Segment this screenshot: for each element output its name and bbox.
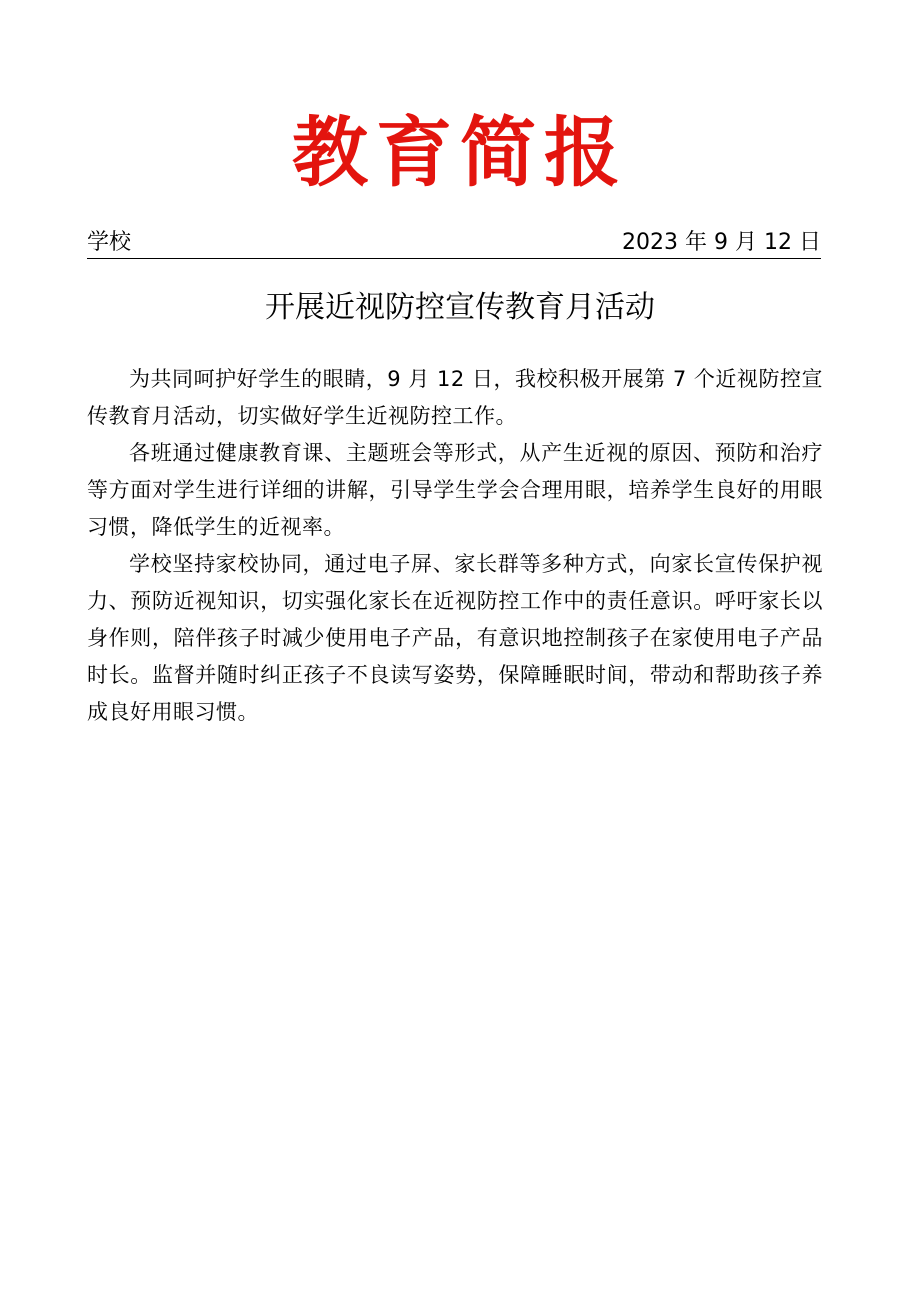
school-label: 学校 [87,230,132,255]
masthead-title: 教育简报 [292,108,628,197]
article-title: 开展近视防控宣传教育月活动 [265,290,655,325]
paragraph: 为共同呵护好学生的眼睛，9 月 12 日，我校积极开展第 7 个近视防控宣传教育月活动，切实做好学生近视防控工作。 [87,367,823,428]
paragraph: 各班通过健康教育课、主题班会等形式，从产生近视的原因、预防和治疗等方面对学生进行详细的讲解，引导学生学会合理用眼，培养学生良好的用眼习惯，降低学生的近视率。 [87,441,823,539]
info-bar [87,228,821,259]
paragraph: 学校坚持家校协同，通过电子屏、家长群等多种方式，向家长宣传保护视力、预防近视知识，切实强化家长在近视防控工作中的责任意识。呼吁家长以身作则，陪伴孩子时减少使用电子产品，有意识地控制孩子在家使用电子产品时长。监督并随时纠正孩子不良读写姿势，保障睡眠时间，带动和帮助孩子养成良好用眼习惯。 [87,552,823,724]
article-body [87,361,823,731]
issue-date: 2023 年 9 月 12 日 [622,230,821,255]
